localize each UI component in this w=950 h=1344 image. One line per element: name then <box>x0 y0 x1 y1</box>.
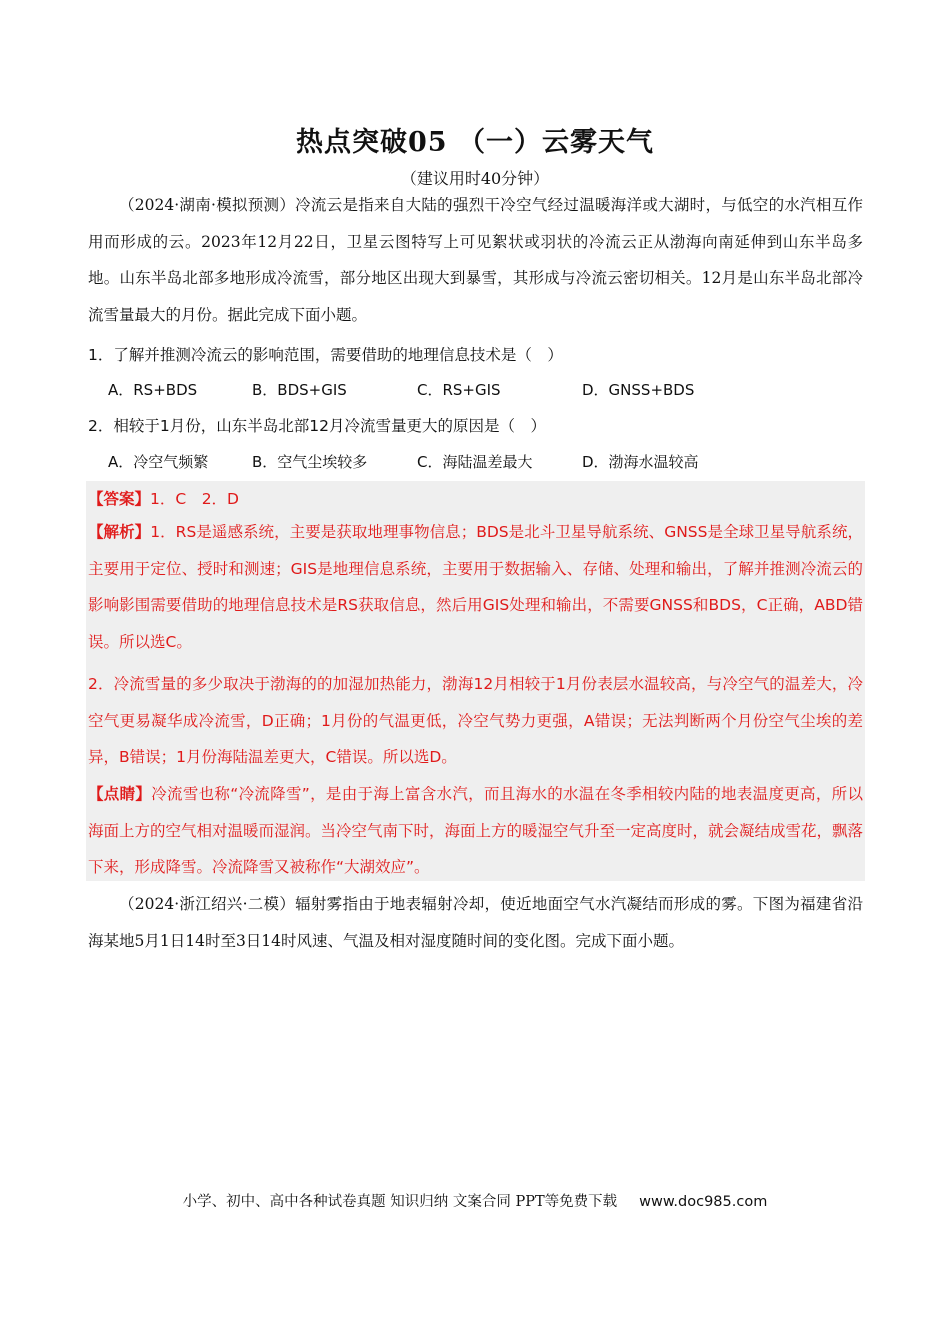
q2-option-b: B．空气尘埃较多 <box>252 453 368 471</box>
q2-option-a: A．冷空气频繁 <box>108 453 209 471</box>
question-2-stem: 2．相较于1月份，山东半岛北部12月冷流雪量更大的原因是（ ） <box>88 417 546 435</box>
analysis-q1-text: 1．RS是遥感系统，主要是获取地理事物信息；BDS是北斗卫星导航系统、GNSS是全球卫星导航系统，主要用于定位、授时和测速；GIS是地理信息系统，主要用于数据输入、存储、处理和输出，了解并推测冷流云的影响影围需要借助的地理信息技术是RS获取信息，然后用GIS处理和输出，不需要GNSS和BDS，C正确，ABD错误。所以选C。 <box>88 523 863 652</box>
analysis-q1 <box>88 514 863 661</box>
comment-section <box>88 776 863 886</box>
page-title: 热点突破05 （一）云雾天气 <box>296 127 654 158</box>
answer-line <box>88 487 863 509</box>
q1-option-b: B．BDS+GIS <box>252 381 347 399</box>
analysis-tag: 【解析】 <box>88 523 151 541</box>
question-1-stem: 1．了解并推测冷流云的影响范围，需要借助的地理信息技术是（ ） <box>88 346 563 364</box>
passage-radiation-fog: （2024·浙江绍兴·二模）辐射雾指由于地表辐射冷却，使近地面空气水汽凝结而形成的雾。下图为福建省沿海某地5月1日14时至3日14时风速、气温及相对湿度随时间的变化图。完成下面小题。 <box>88 895 863 950</box>
footer-text: 小学、初中、高中各种试卷真题 知识归纳 文案合同 PPT等免费下载 <box>182 1194 618 1210</box>
q1-option-d: D．GNSS+BDS <box>582 381 695 399</box>
footer-url[interactable]: www.doc985.com <box>639 1194 768 1210</box>
comment-tag: 【点睛】 <box>88 785 152 803</box>
answer-tag: 【答案】 <box>88 490 151 508</box>
q1-option-c: C．RS+GIS <box>417 381 501 399</box>
page-footer <box>0 1190 950 1211</box>
suggested-time: （建议用时40分钟） <box>400 169 550 188</box>
comment-text: 冷流雪也称“冷流降雪”，是由于海上富含水汽，而且海水的水温在冬季相较内陆的地表温度更高，所以海面上方的空气相对温暖而湿润。当冷空气南下时，海面上方的暖湿空气升至一定高度时，就会凝结成雪花，飘落下来，形成降雪。冷流降雪又被称作“大湖效应”。 <box>88 785 864 877</box>
q2-option-c: C．海陆温差最大 <box>417 453 533 471</box>
analysis-q2: 2．冷流雪量的多少取决于渤海的的加湿加热能力，渤海12月相较于1月份表层水温较高，与冷空气的温差大，冷空气更易凝华成冷流雪，D正确；1月份的气温更低，冷空气势力更强，A错误；无法判断两个月份空气尘埃的差异，B错误；1月份海陆温差更大，C错误。所以选D。 <box>88 675 863 767</box>
passage-cold-cloud: （2024·湖南·模拟预测）冷流云是指来自大陆的强烈干冷空气经过温暖海洋或大湖时，与低空的水汽相互作用而形成的云。2023年12月22日，卫星云图特写上可见絮状或羽状的冷流云正从渤海向南延伸到山东半岛多地。山东半岛北部多地形成冷流雪，部分地区出现大到暴雪，其形成与冷流云密切相关。12月是山东半岛北部冷流雪量最大的月份。据此完成下面小题。 <box>88 196 863 324</box>
answer-text: 1．C 2．D <box>150 490 239 508</box>
q2-option-d: D．渤海水温较高 <box>582 453 699 471</box>
q1-option-a: A．RS+BDS <box>108 381 198 399</box>
